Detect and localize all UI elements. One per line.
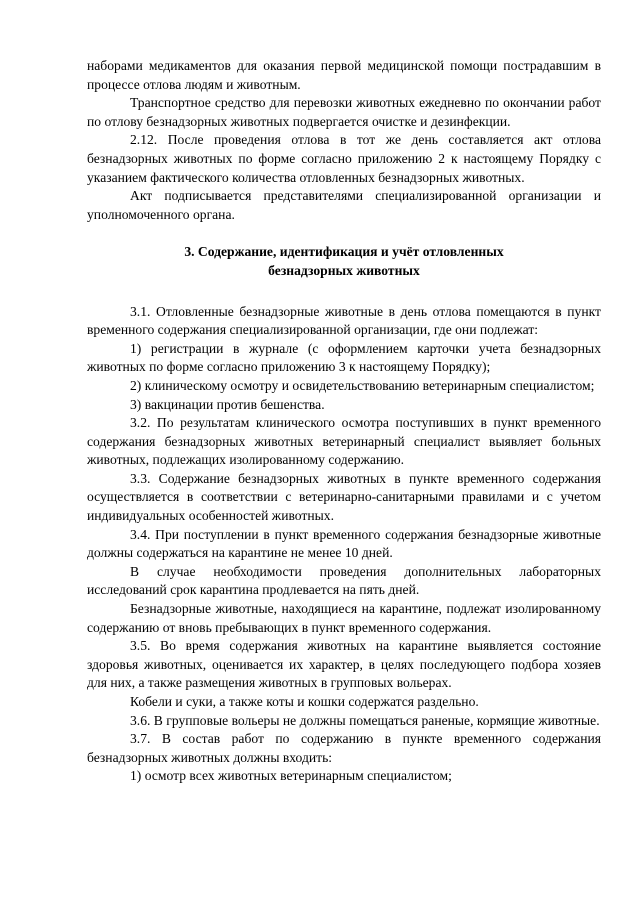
document-page <box>87 57 601 786</box>
paragraph: Безнадзорные животные, находящиеся на карантине, подлежат изолированному содержанию от вновь пребывающих в пункт временного содержания. <box>87 601 601 635</box>
paragraph: Акт подписывается представителями специализированной организации и уполномоченного органа. <box>87 188 601 222</box>
paragraph: Транспортное средство для перевозки животных ежедневно по окончании работ по отлову безнадзорных животных подвергается очистке и дезинфекции. <box>87 95 601 129</box>
list-item: 1) регистрации в журнале (с оформлением карточки учета безнадзорных животных по форме согласно приложению 3 к настоящему Порядку); <box>87 340 601 375</box>
list-item: 2) клиническому осмотру и освидетельствованию ветеринарным специалистом; <box>130 377 595 393</box>
paragraph: 3.3. Содержание безнадзорных животных в пункте временного содержания осуществляется в соответствии с ветеринарно-санитарными правилами и с учетом индивидуальных особенностей животных. <box>87 470 601 524</box>
paragraph: 3.5. Во время содержания животных на карантине выявляется состояние здоровья животных, оценивается их характер, в целях последующего подбора хозяев для них, а также размещения животных в групповых вольерах. <box>87 638 601 691</box>
paragraph: наборами медикаментов для оказания первой медицинской помощи пострадавшим в процессе отлова людям и животным. <box>87 58 601 92</box>
paragraph: 3.6. В групповые вольеры не должны помещаться раненые, кормящие животные. <box>130 712 600 728</box>
paragraph: 3.4. При поступлении в пункт временного содержания безнадзорные животные должны содержаться на карантине не менее 10 дней. <box>87 526 601 561</box>
paragraph: 2.12. После проведения отлова в тот же день составляется акт отлова безнадзорных животных по форме согласно приложению 2 к настоящему Порядку с указанием фактического количества отловленных безнадзорных животных. <box>87 132 601 185</box>
paragraph: Кобели и суки, а также коты и кошки содержатся раздельно. <box>130 694 479 709</box>
list-item: 3) вакцинации против бешенства. <box>130 396 325 412</box>
paragraph: 3.1. Отловленные безнадзорные животные в день отлова помещаются в пункт временного содержания специализированной организации, где они подлежат: <box>87 303 601 338</box>
paragraph: 3.7. В состав работ по содержанию в пункте временного содержания безнадзорных животных должны входить: <box>87 731 601 765</box>
section-heading <box>87 243 601 280</box>
list-item: 1) осмотр всех животных ветеринарным специалистом; <box>130 768 452 784</box>
section-heading-line: безнадзорных животных <box>268 262 420 278</box>
paragraph: В случае необходимости проведения дополнительных лабораторных исследований срок карантина продлевается на пять дней. <box>87 563 601 598</box>
section-heading-line: 3. Содержание, идентификация и учёт отловленных <box>184 244 504 260</box>
paragraph: 3.2. По результатам клинического осмотра поступивших в пункт временного содержания безнадзорных животных ветеринарный специалист выявляет больных животных, подлежащих изолированному содержанию. <box>87 415 601 468</box>
